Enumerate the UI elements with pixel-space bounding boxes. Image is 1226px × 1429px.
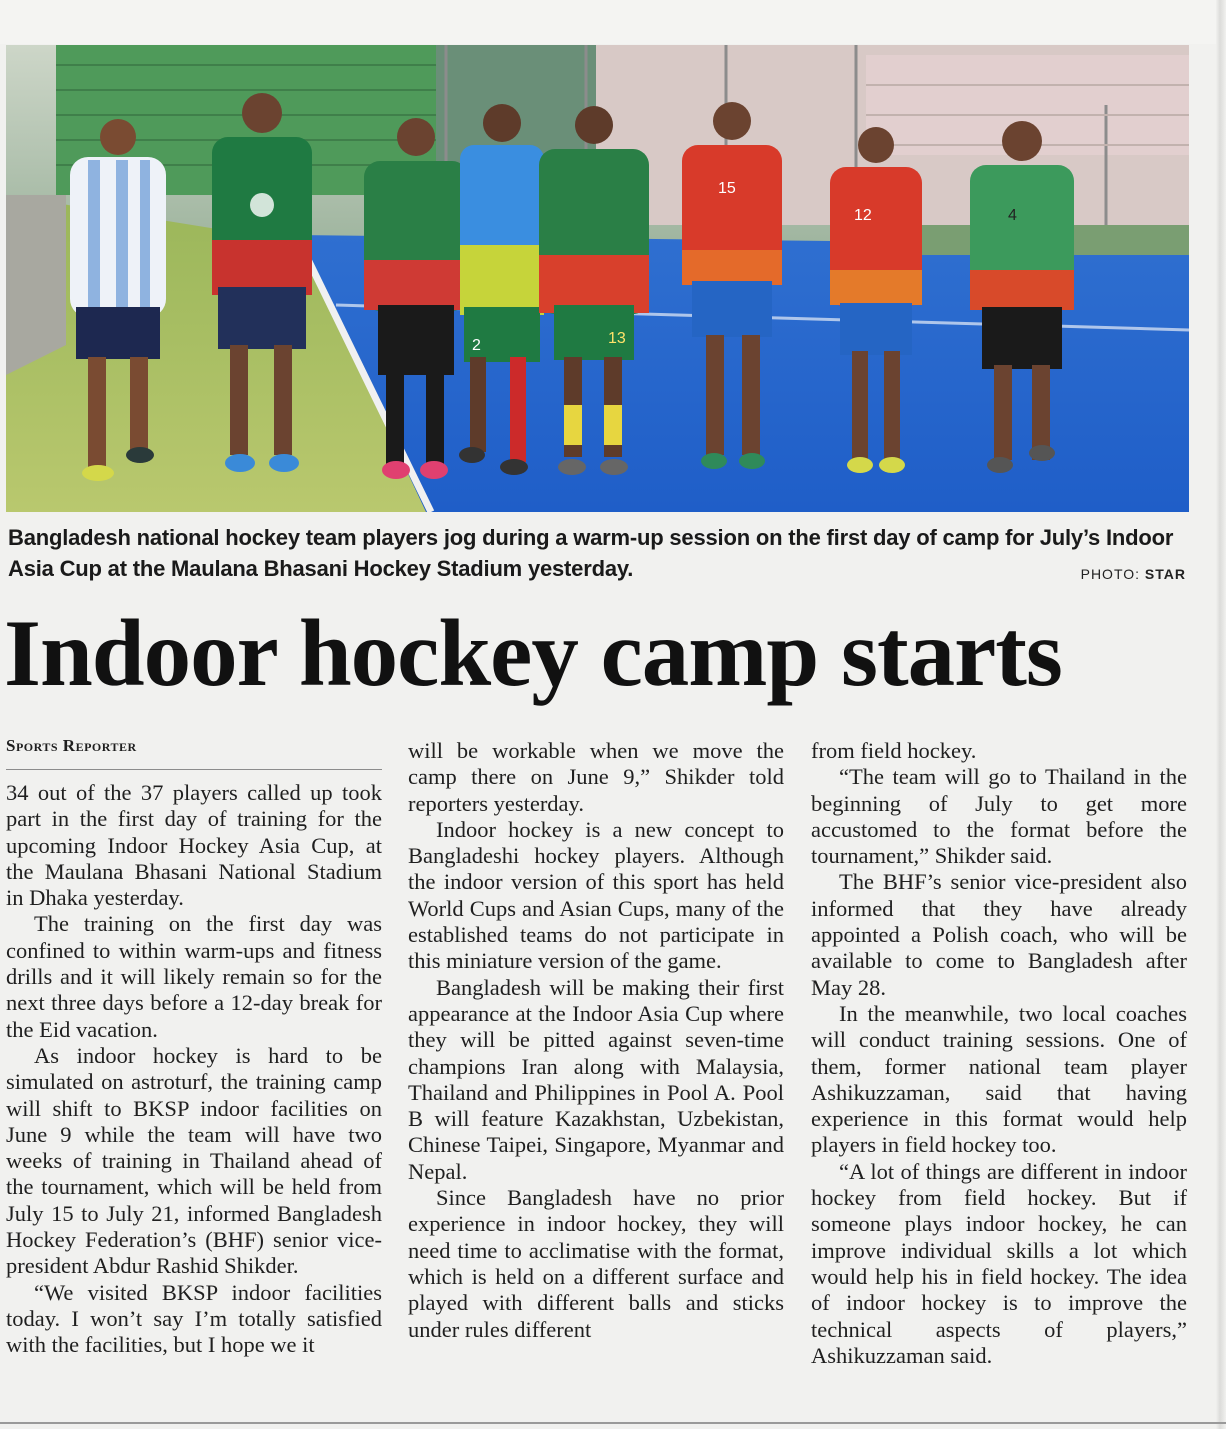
paragraph: The BHF’s senior vice-president also informed that they have already appointed a Polish coach, who will be available to come to Bangladesh after May 28. xyxy=(811,869,1187,1000)
photo-caption: Bangladesh national hockey team players jog during a warm-up session on the first day of camp for July’s Indoor Asia Cup at the Maulana Bhasani Hockey Stadium yesterday. xyxy=(8,525,1174,581)
headline: Indoor hockey camp starts xyxy=(4,600,1062,706)
byline-divider xyxy=(6,769,382,770)
article-column-3 xyxy=(811,738,1187,1369)
jersey-number: 2 xyxy=(472,337,481,354)
photo-credit xyxy=(1081,566,1186,582)
article-column-1 xyxy=(6,733,382,1359)
paragraph: Bangladesh will be making their first appearance at the Indoor Asia Cup where they will be pitted against seven-time champions Iran along with Malaysia, Thailand and Philippines in Pool A. Pool B will feature Kazakhstan, Uzbekistan, Chinese Taipei, Singapore, Myanmar and Nepal. xyxy=(408,974,784,1184)
jersey-number: 12 xyxy=(854,207,872,224)
jersey-number: 15 xyxy=(718,180,736,197)
byline: Sports Reporter xyxy=(6,736,137,755)
paragraph: will be workable when we move the camp there on June 9,” Shikder told reporters yesterday. xyxy=(408,738,784,816)
top-margin xyxy=(0,0,1226,44)
paragraph: The training on the first day was confined to within warm-ups and fitness drills and it will likely remain so for the next three days before a 12-day break for the Eid vacation. xyxy=(6,911,382,1042)
paragraph: As indoor hockey is hard to be simulated on astroturf, the training camp will shift to BKSP indoor facilities on June 9 while the team will have two weeks of training in Thailand ahead of the tournament, which will be held from July 15 to July 21, informed Bangladesh Hockey Federation’s (BHF) senior vice-president Abdur Rashid Shikder. xyxy=(6,1042,382,1279)
paragraph: from field hockey. xyxy=(811,738,977,763)
paragraph: Since Bangladesh have no prior experience in indoor hockey, they will need time to acclimatise with the format, which is held on a different surface and played with different balls and sticks under rules different xyxy=(408,1185,784,1342)
page-edge-shadow xyxy=(1216,0,1226,1429)
article-column-2 xyxy=(408,738,784,1343)
bottom-rule xyxy=(0,1422,1226,1424)
paragraph: “The team will go to Thailand in the beginning of July to get more accustomed to the format before the tournament,” Shikder said. xyxy=(811,764,1187,869)
paragraph: Indoor hockey is a new concept to Bangladeshi hockey players. Although the indoor version of this sport has held World Cups and Asian Cups, many of the established teams do not participate in this miniature version of the game. xyxy=(408,816,784,974)
jersey-number: 13 xyxy=(608,330,626,347)
jersey-number: 4 xyxy=(1008,207,1017,224)
photo-credit-label: PHOTO: xyxy=(1080,566,1145,582)
paragraph: “We visited BKSP indoor facilities today. I won’t say I’m totally satisfied with the facilities, but I hope we it xyxy=(6,1279,382,1358)
paragraph: In the meanwhile, two local coaches will conduct training sessions. One of them, former national team player Ashikuzzaman, said that having experience in this format would help players in field hockey too. xyxy=(811,1000,1187,1158)
photo-credit-source: STAR xyxy=(1144,566,1186,582)
paragraph: “A lot of things are different in indoor hockey from field hockey. But if someone plays indoor hockey, he can improve individual skills a lot which would help his in field hockey. The idea of indoor hockey is to improve the technical aspects of players,” Ashikuzzaman said. xyxy=(811,1158,1187,1368)
news-photo xyxy=(6,45,1189,512)
paragraph: 34 out of the 37 players called up took part in the first day of training for the upcoming Indoor Hockey Asia Cup, at the Maulana Bhasani National Stadium in Dhaka yesterday. xyxy=(6,780,382,911)
photo-hockey-players-jogging-icon xyxy=(6,45,1189,512)
